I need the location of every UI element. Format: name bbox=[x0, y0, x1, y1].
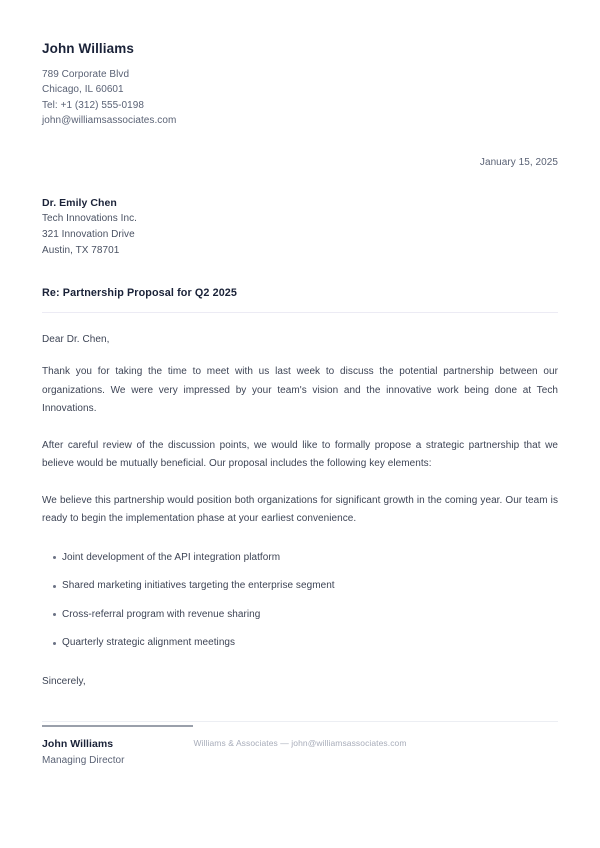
footer-divider bbox=[42, 721, 558, 722]
recipient-company: Tech Innovations Inc. bbox=[42, 213, 137, 225]
signer-title: Managing Director bbox=[42, 754, 125, 766]
recipient-address-line-2: Austin, TX 78701 bbox=[42, 245, 120, 257]
recipient-block bbox=[42, 195, 558, 259]
subject-line: Re: Partnership Proposal for Q2 2025 bbox=[42, 287, 238, 300]
letterhead bbox=[42, 0, 558, 128]
body-paragraph-1: Thank you for taking the time to meet with us last week to discuss the potential partnership between our organizations. We were very impressed by your team's vision and the innovative work being done at Tech Innovations. bbox=[42, 366, 558, 415]
list-item: Cross-referral program with revenue sharing bbox=[42, 606, 558, 624]
page-footer bbox=[42, 721, 558, 748]
sender-email: john@williamsassociates.com bbox=[42, 114, 177, 126]
sender-name: John Williams bbox=[42, 41, 134, 56]
subject-divider bbox=[42, 312, 558, 313]
sender-phone: Tel: +1 (312) 555-0198 bbox=[42, 99, 145, 111]
list-item: Shared marketing initiatives targeting the enterprise segment bbox=[42, 577, 558, 595]
sender-address-line-2: Chicago, IL 60601 bbox=[42, 84, 124, 96]
key-elements-list bbox=[42, 549, 558, 653]
salutation: Dear Dr. Chen, bbox=[42, 334, 110, 346]
body-paragraph-2: After careful review of the discussion points, we would like to formally propose a strategic partnership that we believe would be mutually beneficial. Our proposal includes the following key elements: bbox=[42, 439, 558, 470]
footer-text: Williams & Associates — john@williamsassociates.com bbox=[193, 738, 407, 748]
valediction: Sincerely, bbox=[42, 676, 86, 688]
recipient-address-line-1: 321 Innovation Drive bbox=[42, 229, 135, 241]
letter-body bbox=[42, 334, 558, 652]
recipient-name: Dr. Emily Chen bbox=[42, 197, 117, 210]
letter-date: January 15, 2025 bbox=[479, 157, 558, 169]
list-item: Quarterly strategic alignment meetings bbox=[42, 634, 558, 652]
signer-name: John Williams bbox=[42, 737, 114, 750]
sender-address-line-1: 789 Corporate Blvd bbox=[42, 69, 130, 80]
list-item: Joint development of the API integration platform bbox=[42, 549, 558, 567]
body-paragraph-3: We believe this partnership would position both organizations for significant growth in the coming year. Our team is ready to begin the implementation phase at your earliest convenience. bbox=[42, 494, 558, 525]
